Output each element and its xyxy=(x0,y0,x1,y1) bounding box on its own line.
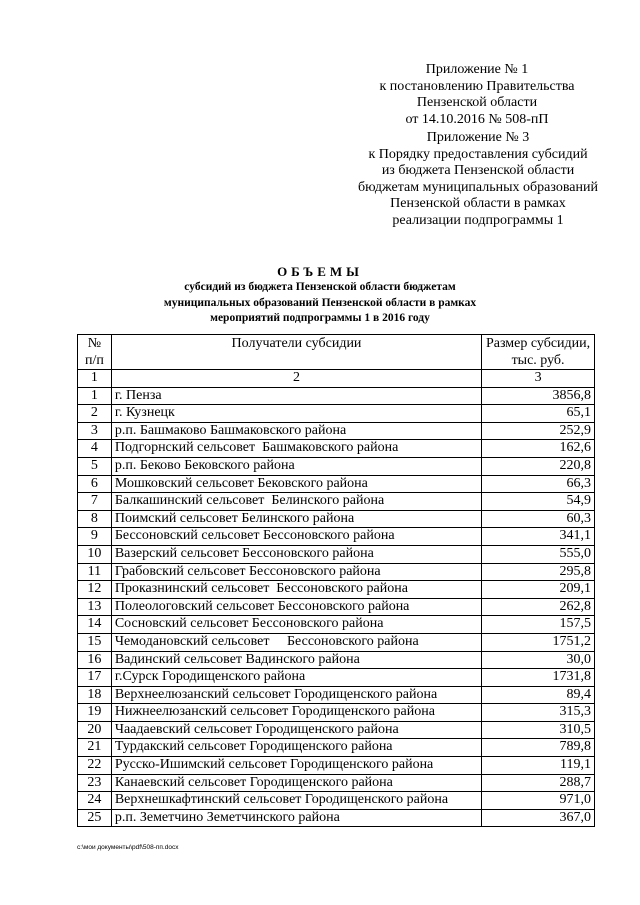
row-recipient: г.Сурск Городищенского района xyxy=(111,669,481,687)
row-number: 1 xyxy=(78,387,112,405)
header-amount-line: тыс. руб. xyxy=(511,353,565,368)
table-row xyxy=(78,774,595,792)
row-recipient: Балкашинский сельсовет Белинского района xyxy=(111,493,481,511)
row-recipient: Канаевский сельсовет Городищенского района xyxy=(111,774,481,792)
row-number: 17 xyxy=(78,669,112,687)
appendix-1-line: Приложение № 1 xyxy=(425,62,529,77)
row-recipient: г. Пенза xyxy=(111,387,481,405)
appendix-1-line: от 14.10.2016 № 508-пП xyxy=(405,111,549,127)
row-recipient: р.п. Беково Бековского района xyxy=(111,457,481,475)
title-subtitle-line: субсидий из бюджета Пензенской области бюджетам xyxy=(184,281,456,293)
row-amount: 315,3 xyxy=(482,704,595,722)
row-recipient: Бессоновский сельсовет Бессоновского района xyxy=(111,528,481,546)
table-row xyxy=(78,598,595,616)
header-number-line: п/п xyxy=(84,353,104,368)
table-row xyxy=(78,405,595,423)
row-amount: 288,7 xyxy=(482,774,595,792)
table-row xyxy=(78,739,595,757)
row-recipient: Поимский сельсовет Белинского района xyxy=(111,510,481,528)
row-amount: 1751,2 xyxy=(482,633,595,651)
row-number: 8 xyxy=(78,510,112,528)
row-amount: 65,1 xyxy=(482,405,595,423)
row-recipient: Турдакский сельсовет Городищенского района xyxy=(111,739,481,757)
column-index-row xyxy=(78,370,595,388)
table-row xyxy=(78,669,595,687)
row-amount: 310,5 xyxy=(482,721,595,739)
row-recipient: Чемодановский сельсовет Бессоновского района xyxy=(111,633,481,651)
table-row xyxy=(78,686,595,704)
table-row xyxy=(78,616,595,634)
title-subtitle-line: муниципальных образований Пензенской области в рамках xyxy=(163,296,477,309)
title-subtitle-line: мероприятий подпрограммы 1 в 2016 году xyxy=(210,312,430,324)
table-row xyxy=(78,633,595,651)
row-recipient: Грабовский сельсовет Бессоновского района xyxy=(111,563,481,581)
row-recipient: Вадинский сельсовет Вадинского района xyxy=(111,651,481,669)
row-number: 22 xyxy=(78,757,112,775)
row-number: 6 xyxy=(78,475,112,493)
header-number-line: № xyxy=(87,336,102,351)
table-row xyxy=(78,457,595,475)
column-index-cell: 2 xyxy=(111,370,481,388)
appendix-1-line: к постановлению Правительства xyxy=(379,78,575,94)
table-row xyxy=(78,440,595,458)
row-amount: 252,9 xyxy=(482,422,595,440)
row-number: 24 xyxy=(78,792,112,810)
appendix-3-line: реализации подпрограммы 1 xyxy=(392,212,564,228)
appendix-1-line: Пензенской области xyxy=(416,95,538,110)
row-recipient: Верхнешкафтинский сельсовет Городищенского района xyxy=(111,792,481,810)
row-recipient: Вазерский сельсовет Бессоновского района xyxy=(111,545,481,563)
row-number: 20 xyxy=(78,721,112,739)
header-recipient: Получатели субсидии xyxy=(111,335,481,370)
table-row xyxy=(78,493,595,511)
row-amount: 119,1 xyxy=(482,757,595,775)
row-amount: 89,4 xyxy=(482,686,595,704)
row-number: 23 xyxy=(78,774,112,792)
appendix-3-line: Пензенской области в рамках xyxy=(390,196,566,211)
row-amount: 220,8 xyxy=(482,457,595,475)
appendix-1-header xyxy=(362,62,592,128)
table-row xyxy=(78,563,595,581)
column-index-cell: 3 xyxy=(482,370,595,388)
table-row xyxy=(78,510,595,528)
row-amount: 555,0 xyxy=(482,545,595,563)
footer-file-path: с:\мои документы\pdf\508-пп.docx xyxy=(77,844,179,851)
row-recipient: Подгорнский сельсовет Башмаковского района xyxy=(111,440,481,458)
table-row xyxy=(78,651,595,669)
row-amount: 367,0 xyxy=(482,809,595,827)
table-row xyxy=(78,475,595,493)
row-recipient: р.п. Земетчино Земетчинского района xyxy=(111,809,481,827)
row-recipient: Чаадаевский сельсовет Городищенского района xyxy=(111,721,481,739)
row-amount: 162,6 xyxy=(482,440,595,458)
row-number: 25 xyxy=(78,809,112,827)
table-row xyxy=(78,528,595,546)
row-amount: 295,8 xyxy=(482,563,595,581)
row-recipient: Верхнеелюзанский сельсовет Городищенского района xyxy=(111,686,481,704)
row-amount: 341,1 xyxy=(482,528,595,546)
appendix-3-line: к Порядку предоставления субсидий xyxy=(368,146,588,162)
appendix-3-line: из бюджета Пензенской области xyxy=(381,163,575,178)
row-amount: 60,3 xyxy=(482,510,595,528)
row-amount: 262,8 xyxy=(482,598,595,616)
row-recipient: Проказнинский сельсовет Бессоновского района xyxy=(111,581,481,599)
row-number: 16 xyxy=(78,651,112,669)
row-recipient: Мошковский сельсовет Бековского района xyxy=(111,475,481,493)
row-number: 4 xyxy=(78,440,112,458)
row-number: 21 xyxy=(78,739,112,757)
row-amount: 209,1 xyxy=(482,581,595,599)
row-recipient: г. Кузнецк xyxy=(111,405,481,423)
row-number: 11 xyxy=(78,563,112,581)
row-amount: 789,8 xyxy=(482,739,595,757)
row-number: 13 xyxy=(78,598,112,616)
row-amount: 54,9 xyxy=(482,493,595,511)
row-number: 3 xyxy=(78,422,112,440)
row-number: 2 xyxy=(78,405,112,423)
row-amount: 3856,8 xyxy=(482,387,595,405)
document-title xyxy=(0,264,640,327)
row-amount: 66,3 xyxy=(482,475,595,493)
row-recipient: Русско-Ишимский сельсовет Городищенского района xyxy=(111,757,481,775)
row-number: 7 xyxy=(78,493,112,511)
row-amount: 971,0 xyxy=(482,792,595,810)
table-row xyxy=(78,581,595,599)
table-row xyxy=(78,792,595,810)
row-number: 18 xyxy=(78,686,112,704)
table-header-row xyxy=(78,335,595,370)
row-number: 14 xyxy=(78,616,112,634)
row-number: 12 xyxy=(78,581,112,599)
row-recipient: р.п. Башмаково Башмаковского района xyxy=(111,422,481,440)
table-row xyxy=(78,387,595,405)
row-number: 15 xyxy=(78,633,112,651)
header-amount-line: Размер субсидии, xyxy=(485,336,591,351)
header-number xyxy=(78,335,112,370)
row-amount: 157,5 xyxy=(482,616,595,634)
table-body xyxy=(78,370,595,827)
row-recipient: Полеологовский сельсовет Бессоновского района xyxy=(111,598,481,616)
table-row xyxy=(78,757,595,775)
appendix-3-line: Приложение № 3 xyxy=(426,130,530,145)
appendix-3-header xyxy=(356,130,600,229)
title-main: ОБЪЕМЫ xyxy=(277,264,363,279)
row-number: 19 xyxy=(78,704,112,722)
row-recipient: Сосновский сельсовет Бессоновского района xyxy=(111,616,481,634)
row-recipient: Нижнеелюзанский сельсовет Городищенского района xyxy=(111,704,481,722)
table-row xyxy=(78,704,595,722)
row-amount: 1731,8 xyxy=(482,669,595,687)
subsidies-table xyxy=(77,334,595,827)
table-row xyxy=(78,721,595,739)
table-row xyxy=(78,422,595,440)
row-number: 9 xyxy=(78,528,112,546)
table-row xyxy=(78,545,595,563)
table-row xyxy=(78,809,595,827)
column-index-cell: 1 xyxy=(78,370,112,388)
row-amount: 30,0 xyxy=(482,651,595,669)
row-number: 10 xyxy=(78,545,112,563)
header-amount xyxy=(482,335,595,370)
row-number: 5 xyxy=(78,457,112,475)
appendix-3-line: бюджетам муниципальных образований xyxy=(358,179,598,195)
